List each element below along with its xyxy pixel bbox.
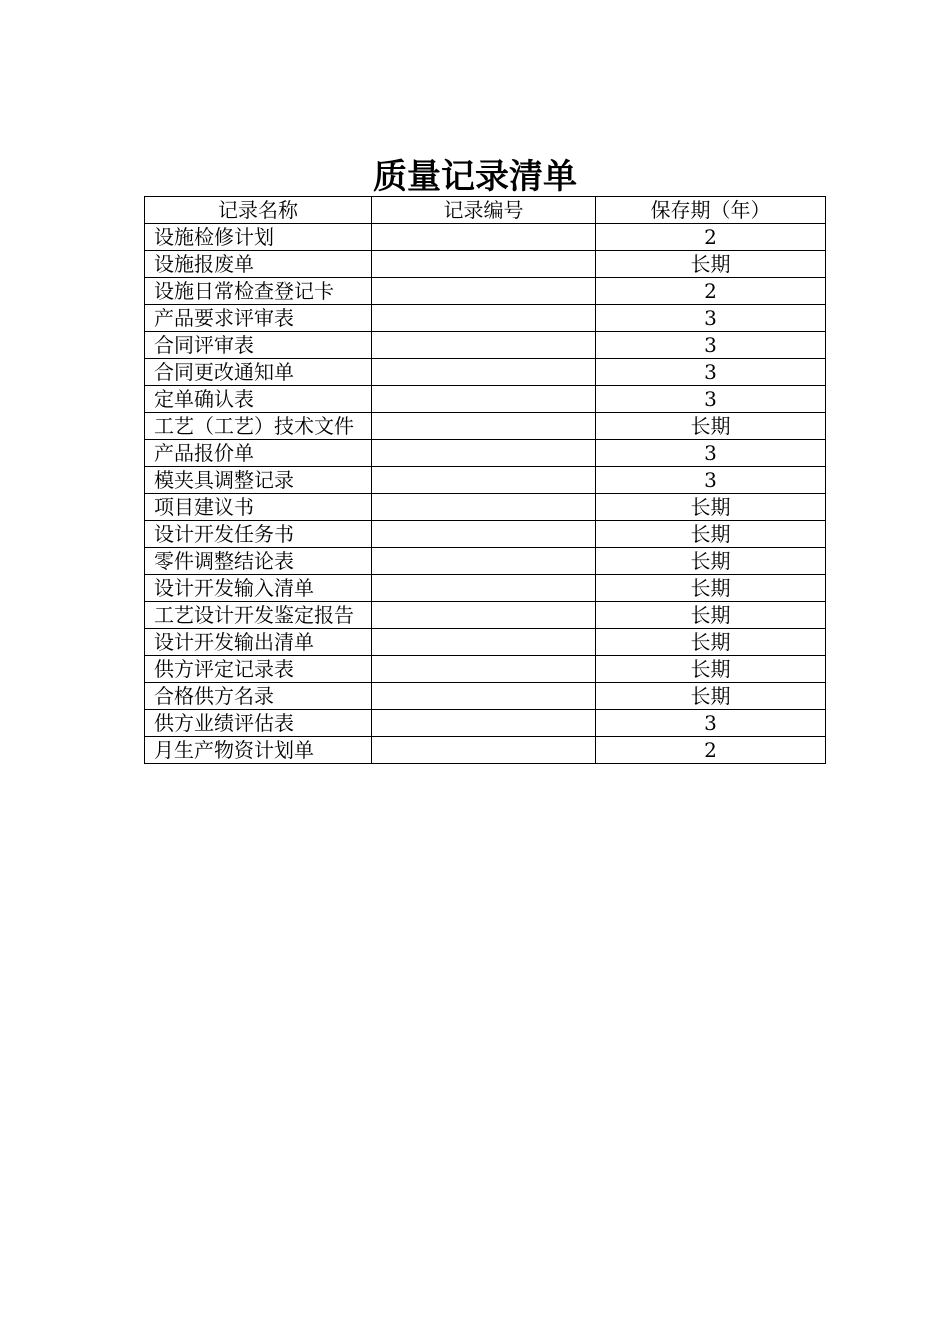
record-name-cell: 合同评审表 — [145, 332, 372, 359]
record-code-cell — [372, 629, 596, 656]
record-code-cell — [372, 440, 596, 467]
table-row — [145, 251, 826, 278]
record-name-cell: 设计开发输出清单 — [145, 629, 372, 656]
record-name-cell: 供方评定记录表 — [145, 656, 372, 683]
table-row — [145, 575, 826, 602]
table-row — [145, 413, 826, 440]
record-name-cell: 工艺（工艺）技术文件 — [145, 413, 372, 440]
record-name-cell: 定单确认表 — [145, 386, 372, 413]
table-row — [145, 494, 826, 521]
table-row — [145, 332, 826, 359]
record-code-cell — [372, 386, 596, 413]
table-body — [145, 224, 826, 764]
record-name-cell: 模夹具调整记录 — [145, 467, 372, 494]
table-row — [145, 440, 826, 467]
record-code-cell — [372, 575, 596, 602]
record-name-cell: 工艺设计开发鉴定报告 — [145, 602, 372, 629]
retention-period-cell: 3 — [596, 359, 826, 386]
page-title: 质量记录清单 — [373, 157, 577, 197]
record-code-cell — [372, 305, 596, 332]
retention-period-cell: 3 — [596, 467, 826, 494]
record-name-cell: 设施检修计划 — [145, 224, 372, 251]
record-code-cell — [372, 683, 596, 710]
retention-period-cell: 长期 — [596, 413, 826, 440]
table-row — [145, 548, 826, 575]
record-code-cell — [372, 251, 596, 278]
record-name-cell: 产品要求评审表 — [145, 305, 372, 332]
retention-period-cell: 2 — [596, 224, 826, 251]
retention-period-cell: 长期 — [596, 602, 826, 629]
table-row — [145, 710, 826, 737]
record-code-cell — [372, 278, 596, 305]
record-name-cell: 月生产物资计划单 — [145, 737, 372, 764]
record-name-cell: 合同更改通知单 — [145, 359, 372, 386]
table-row — [145, 224, 826, 251]
record-code-cell — [372, 332, 596, 359]
table-row — [145, 602, 826, 629]
record-code-cell — [372, 467, 596, 494]
retention-period-cell: 长期 — [596, 494, 826, 521]
record-name-cell: 设计开发任务书 — [145, 521, 372, 548]
record-code-cell — [372, 548, 596, 575]
table-row — [145, 737, 826, 764]
record-code-cell — [372, 413, 596, 440]
records-table — [144, 196, 826, 764]
header-retention-period: 保存期（年） — [596, 197, 826, 224]
header-record-code: 记录编号 — [372, 197, 596, 224]
retention-period-cell: 3 — [596, 710, 826, 737]
record-code-cell — [372, 494, 596, 521]
table-row — [145, 467, 826, 494]
record-code-cell — [372, 602, 596, 629]
record-code-cell — [372, 710, 596, 737]
retention-period-cell: 长期 — [596, 548, 826, 575]
table-row — [145, 359, 826, 386]
retention-period-cell: 2 — [596, 278, 826, 305]
table-row — [145, 278, 826, 305]
record-code-cell — [372, 737, 596, 764]
table-row — [145, 683, 826, 710]
retention-period-cell: 3 — [596, 332, 826, 359]
retention-period-cell: 长期 — [596, 683, 826, 710]
retention-period-cell: 长期 — [596, 629, 826, 656]
table-row — [145, 521, 826, 548]
retention-period-cell: 3 — [596, 440, 826, 467]
record-name-cell: 合格供方名录 — [145, 683, 372, 710]
table-row — [145, 386, 826, 413]
retention-period-cell: 长期 — [596, 521, 826, 548]
retention-period-cell: 长期 — [596, 251, 826, 278]
record-name-cell: 设计开发输入清单 — [145, 575, 372, 602]
retention-period-cell: 长期 — [596, 575, 826, 602]
retention-period-cell: 2 — [596, 737, 826, 764]
header-record-name: 记录名称 — [145, 197, 372, 224]
retention-period-cell: 长期 — [596, 656, 826, 683]
table-row — [145, 629, 826, 656]
table-row — [145, 656, 826, 683]
record-name-cell: 设施报废单 — [145, 251, 372, 278]
record-code-cell — [372, 656, 596, 683]
record-name-cell: 产品报价单 — [145, 440, 372, 467]
record-name-cell: 供方业绩评估表 — [145, 710, 372, 737]
record-name-cell: 零件调整结论表 — [145, 548, 372, 575]
table-row — [145, 305, 826, 332]
table-header-row — [145, 197, 826, 224]
record-code-cell — [372, 359, 596, 386]
retention-period-cell: 3 — [596, 305, 826, 332]
record-name-cell: 项目建议书 — [145, 494, 372, 521]
record-name-cell: 设施日常检查登记卡 — [145, 278, 372, 305]
record-code-cell — [372, 224, 596, 251]
retention-period-cell: 3 — [596, 386, 826, 413]
record-code-cell — [372, 521, 596, 548]
